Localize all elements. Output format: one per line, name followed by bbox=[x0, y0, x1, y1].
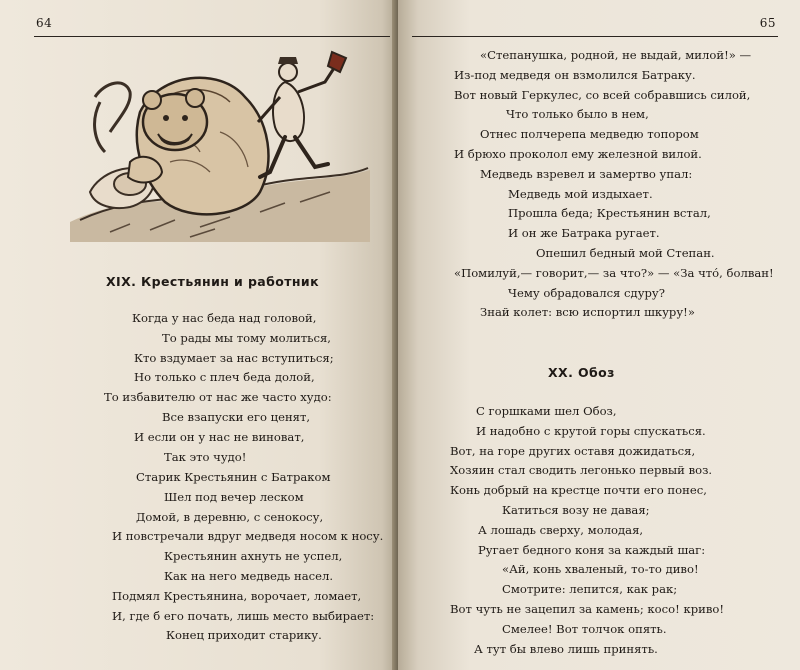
verse-line: Катиться возу не давая; bbox=[502, 502, 650, 517]
verse-line: Конь добрый на крестце почти его понес, bbox=[450, 483, 707, 498]
bear-illustration bbox=[70, 42, 370, 242]
verse-line: «Степанушка, родной, не выдай, милой!» — bbox=[480, 48, 752, 62]
verse-line: Чему обрадовался сдуру? bbox=[508, 285, 665, 300]
verse-line: Вот новый Геркулес, со всей собравшись силой, bbox=[454, 87, 751, 102]
verse-line: И брюхо проколол ему железной вилой. bbox=[454, 146, 702, 161]
verse-line: Медведь взревел и замертво упал: bbox=[480, 166, 693, 181]
verse-line: Знай колет: всю испортил шкуру!» bbox=[480, 305, 695, 320]
story-stanza bbox=[0, 468, 398, 646]
verse-line: Смотрите: лепится, как рак; bbox=[502, 582, 678, 597]
page-number-right: 65 bbox=[759, 16, 776, 30]
oboz-stanza bbox=[398, 402, 800, 659]
verse-line: Из-под медведя он взмолился Батраку. bbox=[454, 67, 696, 82]
verse-line: И повстречали вдруг медведя носом к носу. bbox=[112, 529, 384, 544]
moral-stanza bbox=[0, 309, 398, 467]
verse-line: А тут бы влево лишь принять. bbox=[474, 641, 658, 656]
verse-line: С горшками шел Обоз, bbox=[476, 404, 617, 418]
left-page bbox=[0, 0, 398, 670]
verse-line: «Помилуй,— говорит,— за что?» — «За что́, болван! bbox=[454, 265, 774, 280]
page-number-left: 64 bbox=[36, 16, 53, 30]
verse-line: Как на него медведь насел. bbox=[164, 568, 334, 583]
verse-line: Вот чуть не зацепил за камень; косо! криво! bbox=[450, 601, 725, 616]
verse-line: И, где б его почать, лишь место выбирает: bbox=[112, 608, 375, 623]
right-page bbox=[398, 0, 800, 670]
verse-line: Что только было в нем, bbox=[506, 107, 649, 122]
verse-line: Подмял Крестьянина, ворочает, ломает, bbox=[112, 588, 362, 603]
verse-line: И надобно с крутой горы спускаться. bbox=[476, 423, 706, 438]
fable-title-19: XIX. Крестьянин и работник bbox=[106, 274, 319, 289]
header-rule-right bbox=[412, 36, 778, 37]
verse-line: Смелее! Вот толчок опять. bbox=[502, 621, 667, 636]
verse-line: То рады мы тому молиться, bbox=[162, 330, 331, 345]
verse-line: Прошла беда; Крестьянин встал, bbox=[508, 206, 711, 221]
verse-line: Все взапуски его ценят, bbox=[162, 409, 311, 424]
verse-line: Конец приходит старику. bbox=[166, 628, 322, 643]
verse-line: Ругает бедного коня за каждый шаг: bbox=[478, 542, 706, 557]
verse-line: А лошадь сверху, молодая, bbox=[478, 522, 644, 537]
verse-line: Вот, на горе других оставя дожидаться, bbox=[450, 443, 696, 458]
verse-line: И он же Батрака ругает. bbox=[508, 226, 660, 241]
header-rule-left bbox=[34, 36, 390, 37]
verse-line: Шел под вечер леском bbox=[164, 489, 304, 504]
verse-line: Крестьянин ахнуть не успел, bbox=[164, 549, 343, 564]
verse-line: Так это чудо! bbox=[164, 449, 247, 464]
verse-line: «Ай, конь хваленый, то-то диво! bbox=[502, 562, 699, 577]
verse-line: Домой, в деревню, с сенокосу, bbox=[136, 509, 324, 524]
verse-line: Кто вздумает за нас вступиться; bbox=[134, 350, 334, 365]
verse-line: Старик Крестьянин с Батраком bbox=[136, 470, 331, 484]
verse-line: Медведь мой издыхает. bbox=[508, 186, 653, 201]
verse-line: Опешил бедный мой Степан. bbox=[536, 245, 715, 260]
fable-title-20: XX. Обоз bbox=[548, 365, 615, 380]
verse-line: И если он у нас не виноват, bbox=[134, 429, 305, 444]
verse-line: Когда у нас беда над головой, bbox=[132, 311, 317, 325]
verse-line: То избавителю от нас же часто худо: bbox=[104, 390, 332, 405]
verse-line: Хозяин стал сводить легонько первый воз. bbox=[450, 463, 713, 478]
verse-line: Отнес полчерепа медведю топором bbox=[480, 127, 699, 142]
verse-line: Но только с плеч беда долой, bbox=[134, 370, 315, 385]
continuation-stanza bbox=[398, 46, 800, 323]
